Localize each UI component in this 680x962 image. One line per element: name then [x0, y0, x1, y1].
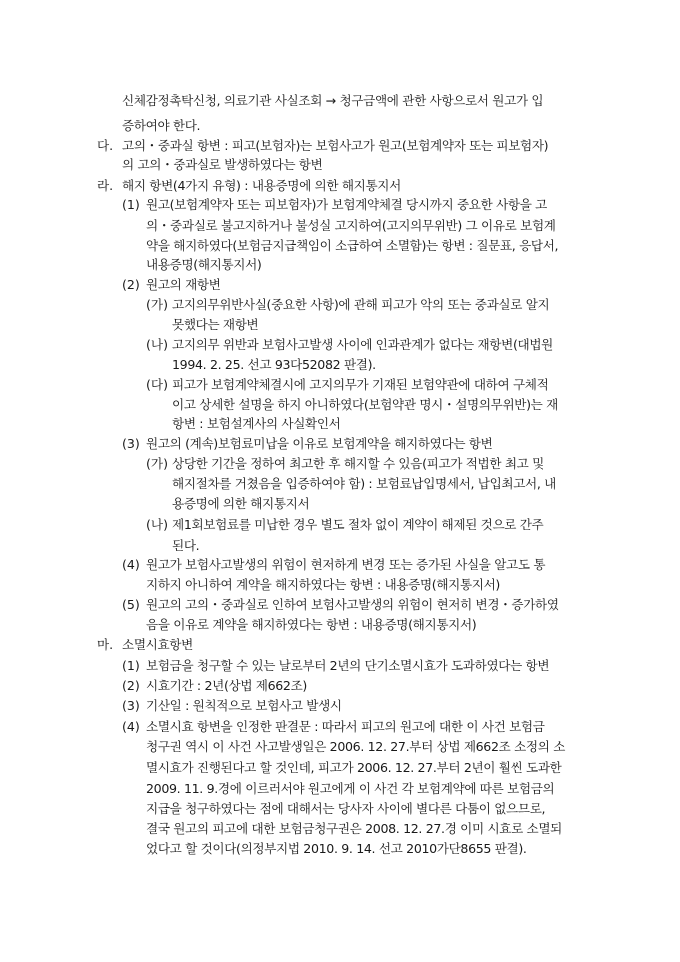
- text-line: 피고가 보험계약체결시에 고지의무가 기재된 보험약관에 대하여 구체적: [172, 377, 549, 392]
- section-title: 해지 항변(4가지 유형) : 내용증명에 의한 해지통지서: [122, 178, 401, 193]
- item-marker: (1): [122, 658, 140, 673]
- item-marker: (4): [122, 557, 140, 572]
- text-line: 음을 이유로 계약을 해지하였다는 항변 : 내용증명(해지통지서): [146, 617, 477, 632]
- text-line: 고지의무 위반과 보험사고발생 사이에 인과관계가 없다는 재항변(대법원: [172, 337, 553, 352]
- item-marker: (4): [122, 719, 140, 734]
- text-line: 소멸시효 항변을 인정한 판결문 : 따라서 피고의 원고에 대한 이 사건 보험금: [146, 719, 545, 734]
- text-line: 2009. 11. 9.경에 이르러서야 원고에게 이 사건 각 보험계약에 따른 보험금의: [146, 781, 555, 796]
- subitem-marker: (가): [146, 297, 168, 312]
- text-line: 결국 원고의 피고에 대한 보험금청구권은 2008. 12. 27.경 이미 시효로 소멸되: [146, 821, 562, 836]
- section-title: 소멸시효항변: [122, 637, 193, 652]
- text-line: 항변 : 보험설계사의 사실확인서: [172, 416, 341, 431]
- item-marker: (2): [122, 277, 140, 292]
- item-title: 원고의 재항변: [146, 277, 221, 292]
- text-line: 내용증명(해지통지서): [146, 257, 262, 272]
- item-marker: (2): [122, 678, 140, 693]
- subitem-marker: (다): [146, 377, 168, 392]
- subitem-marker: (나): [146, 517, 168, 532]
- section-marker: 마.: [97, 637, 114, 652]
- text-line: 상당한 기간을 정하여 최고한 후 해지할 수 있음(피고가 적법한 최고 및: [172, 456, 544, 471]
- text-line: 증하여야 한다.: [122, 118, 201, 133]
- subitem-marker: (가): [146, 456, 168, 471]
- text-line: 못했다는 재항변: [172, 317, 259, 332]
- text-line: 지급을 청구하였다는 점에 대해서는 당사자 사이에 별다른 다툼이 없으므로,: [146, 801, 546, 816]
- text-line: 시효기간 : 2년(상법 제662조): [146, 678, 307, 693]
- text-line: 원고의 고의・중과실로 인하여 보험사고발생의 위험이 현저히 변경・증가하였: [146, 597, 559, 612]
- item-marker: (3): [122, 436, 140, 451]
- subitem-marker: (나): [146, 337, 168, 352]
- text-line: 제1회보험료를 미납한 경우 별도 절차 없이 계약이 해제된 것으로 간주: [172, 517, 544, 532]
- text-line: 이고 상세한 설명을 하지 아니하였다(보험약관 명시・설명의무위반)는 재: [172, 397, 558, 412]
- text-line: 원고가 보험사고발생의 위험이 현저하게 변경 또는 증가된 사실을 알고도 통: [146, 557, 546, 572]
- item-marker: (1): [122, 197, 140, 212]
- text-line: 멸시효가 진행된다고 할 것인데, 피고가 2006. 12. 27.부터 2년이 훨씬 도과한: [146, 760, 562, 775]
- text-line: 원고(보험계약자 또는 피보험자)가 보험계약체결 당시까지 중요한 사항을 고: [146, 197, 547, 212]
- text-line: 의 고의・중과실로 발생하였다는 항변: [122, 157, 323, 172]
- text-line: 기산일 : 원칙적으로 보험사고 발생시: [146, 698, 342, 713]
- text-line: 된다.: [172, 538, 200, 553]
- section-marker: 라.: [97, 178, 114, 193]
- text-line: 신체감정촉탁신청, 의료기관 사실조회 → 청구금액에 관한 사항으로서 원고가 입: [122, 93, 544, 108]
- text-line: 의・중과실로 불고지하거나 불성실 고지하여(고지의무위반) 그 이유로 보험계: [146, 218, 556, 233]
- text-line: 1994. 2. 25. 선고 93다52082 판결).: [172, 357, 376, 372]
- text-line: 보험금을 청구할 수 있는 날로부터 2년의 단기소멸시효가 도과하였다는 항변: [146, 658, 550, 673]
- text-line: 고의・중과실 항변 : 피고(보험자)는 보험사고가 원고(보험계약자 또는 피보험자): [122, 138, 549, 153]
- item-marker: (5): [122, 597, 140, 612]
- text-line: 었다고 할 것이다(의정부지법 2010. 9. 14. 선고 2010가단8655 판결).: [146, 841, 527, 856]
- section-marker: 다.: [97, 138, 114, 153]
- text-line: 용증명에 의한 해지통지서: [172, 496, 310, 511]
- item-title: 원고의 (계속)보험료미납을 이유로 보험계약을 해지하였다는 항변: [146, 436, 493, 451]
- text-line: 지하지 아니하여 계약을 해지하였다는 항변 : 내용증명(해지통지서): [146, 577, 500, 592]
- item-marker: (3): [122, 698, 140, 713]
- text-line: 해지절차를 거쳤음을 입증하여야 함) : 보험료납입명세서, 납입최고서, 내: [172, 476, 556, 491]
- text-line: 약을 해지하였다(보험금지급책임이 소급하여 소멸함)는 항변 : 질문표, 응답서,: [146, 238, 559, 253]
- text-line: 고지의무위반사실(중요한 사항)에 관해 피고가 악의 또는 중과실로 알지: [172, 297, 550, 312]
- text-line: 청구권 역시 이 사건 사고발생일은 2006. 12. 27.부터 상법 제662조 소정의 소: [146, 739, 566, 754]
